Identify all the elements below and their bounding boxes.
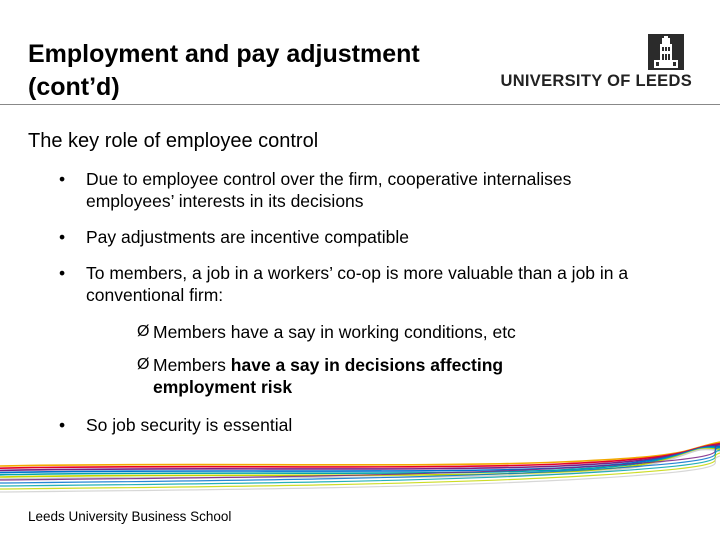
footer-text: Leeds University Business School bbox=[28, 509, 232, 524]
sub-bullet-text: Members have a say in working conditions, etc bbox=[153, 322, 516, 342]
arrow-bullet-icon: Ø bbox=[137, 356, 150, 373]
bullet-text: Pay adjustments are incentive compatible bbox=[86, 227, 409, 247]
bullet-text: So job security is essential bbox=[86, 415, 293, 435]
bullet-marker: • bbox=[59, 415, 66, 435]
bullet-item bbox=[59, 168, 659, 212]
bullet-item bbox=[59, 414, 659, 436]
bullet-marker: • bbox=[59, 227, 66, 247]
bullet-text: Due to employee control over the firm, cooperative internalises employees’ interests in its decisions bbox=[86, 169, 572, 211]
slide-subtitle: The key role of employee control bbox=[28, 130, 319, 152]
slide-title-line2: (cont’d) bbox=[28, 73, 120, 101]
university-logo bbox=[500, 32, 692, 94]
decorative-stripes bbox=[0, 440, 720, 500]
bullet-marker: • bbox=[59, 169, 66, 189]
bullet-item bbox=[59, 262, 659, 306]
sub-bullet-emphasis: have a say in decisions affecting employment risk bbox=[153, 355, 504, 397]
logo-text: UNIVERSITY OF LEEDS bbox=[500, 72, 692, 90]
sub-bullet-text bbox=[153, 354, 607, 398]
bullet-text: To members, a job in a workers’ co-op is more valuable than a job in a conventional firm: bbox=[86, 263, 629, 305]
sub-bullet-item bbox=[137, 321, 607, 343]
slide-title-line1: Employment and pay adjustment bbox=[28, 40, 420, 68]
sub-bullet-prefix: Members bbox=[153, 355, 231, 375]
arrow-bullet-icon: Ø bbox=[137, 323, 150, 340]
header-divider bbox=[0, 104, 720, 105]
parkinson-tower-icon bbox=[648, 34, 684, 70]
slide-title bbox=[28, 38, 498, 104]
bullet-marker: • bbox=[59, 263, 66, 283]
sub-bullet-item bbox=[137, 354, 607, 398]
bullet-item bbox=[59, 226, 659, 248]
